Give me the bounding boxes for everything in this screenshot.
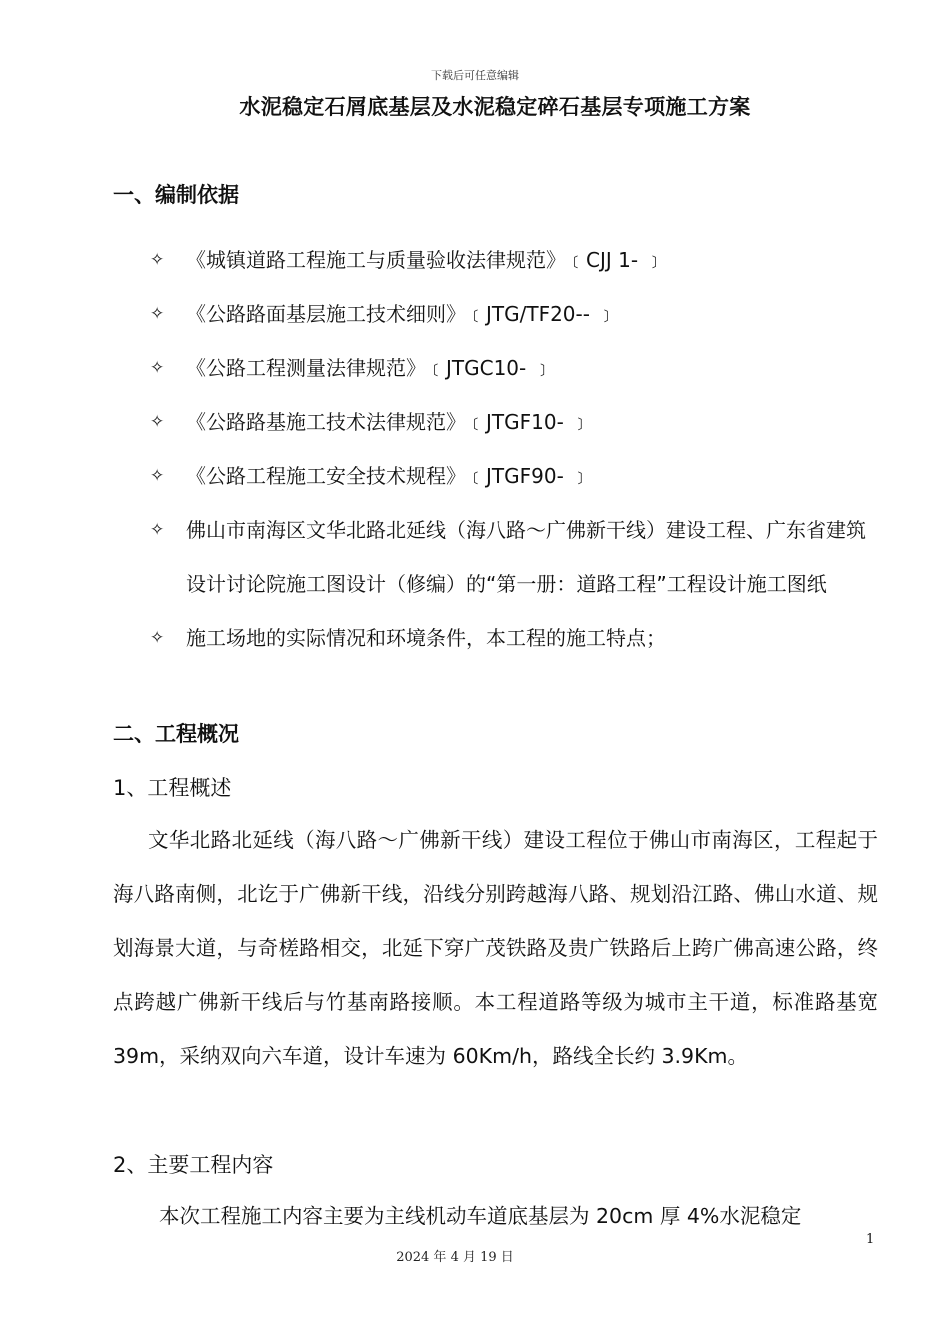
list-item: [150, 395, 880, 449]
list-item: [150, 503, 880, 611]
page-number: 1: [866, 1232, 875, 1247]
list-item: [150, 341, 880, 395]
overview-paragraph: 文华北路北延线（海八路～广佛新干线）建设工程位于佛山市南海区，工程起于海八路南侧，北讫于广佛新干线，沿线分别跨越海八路、规划沿江路、佛山水道、规划海景大道，与奇槎路相交，北延下穿广茂铁路及贵广铁路后上跨广佛高速公路，终点跨越广佛新干线后与竹基南路接顺。本工程道路等级为城市主干道，标准路基宽 39m，采纳双向六车道，设计车速为 60Km/h，路线全长约 3.9Km。: [113, 828, 878, 1068]
list-item: [150, 449, 880, 503]
section-heading-overview: 二、工程概况: [113, 722, 239, 746]
basis-list: [150, 233, 880, 665]
list-item-text: 《公路工程测量法律规范》﹝JTGC10- ﹞: [186, 356, 553, 380]
subsection-heading-summary: 1、工程概述: [113, 776, 232, 800]
list-item-text: 《城镇道路工程施工与质量验收法律规范》﹝CJJ 1- ﹞: [186, 248, 665, 272]
diamond-star-icon: ✧: [150, 466, 165, 486]
subsection-heading-content: 2、主要工程内容: [113, 1153, 274, 1177]
footer-date: 2024 年 4 月 19 日: [396, 1250, 514, 1265]
page-header-note: 下载后可任意编辑: [431, 69, 519, 82]
list-item-text: 佛山市南海区文华北路北延线（海八路～广佛新干线）建设工程、广东省建筑设计讨论院施工图设计（修编）的“第一册：道路工程”工程设计施工图纸: [186, 518, 866, 596]
list-item-text: 《公路工程施工安全技术规程》﹝JTGF90- ﹞: [186, 464, 591, 488]
diamond-star-icon: ✧: [150, 520, 165, 540]
section-heading-basis: 一、编制依据: [113, 183, 239, 207]
diamond-star-icon: ✧: [150, 358, 165, 378]
content-paragraph: 本次工程施工内容主要为主线机动车道底基层为 20cm 厚 4%水泥稳定: [159, 1204, 802, 1228]
diamond-star-icon: ✧: [150, 250, 165, 270]
document-title: 水泥稳定石屑底基层及水泥稳定碎石基层专项施工方案: [239, 95, 751, 119]
diamond-star-icon: ✧: [150, 628, 165, 648]
list-item: [150, 287, 880, 341]
list-item: [150, 233, 880, 287]
list-item: [150, 611, 880, 665]
diamond-star-icon: ✧: [150, 412, 165, 432]
list-item-text: 《公路路基施工技术法律规范》﹝JTGF10- ﹞: [186, 410, 591, 434]
list-item-text: 《公路路面基层施工技术细则》﹝JTG/TF20-- ﹞: [186, 302, 617, 326]
diamond-star-icon: ✧: [150, 304, 165, 324]
list-item-text: 施工场地的实际情况和环境条件，本工程的施工特点；: [186, 626, 666, 650]
